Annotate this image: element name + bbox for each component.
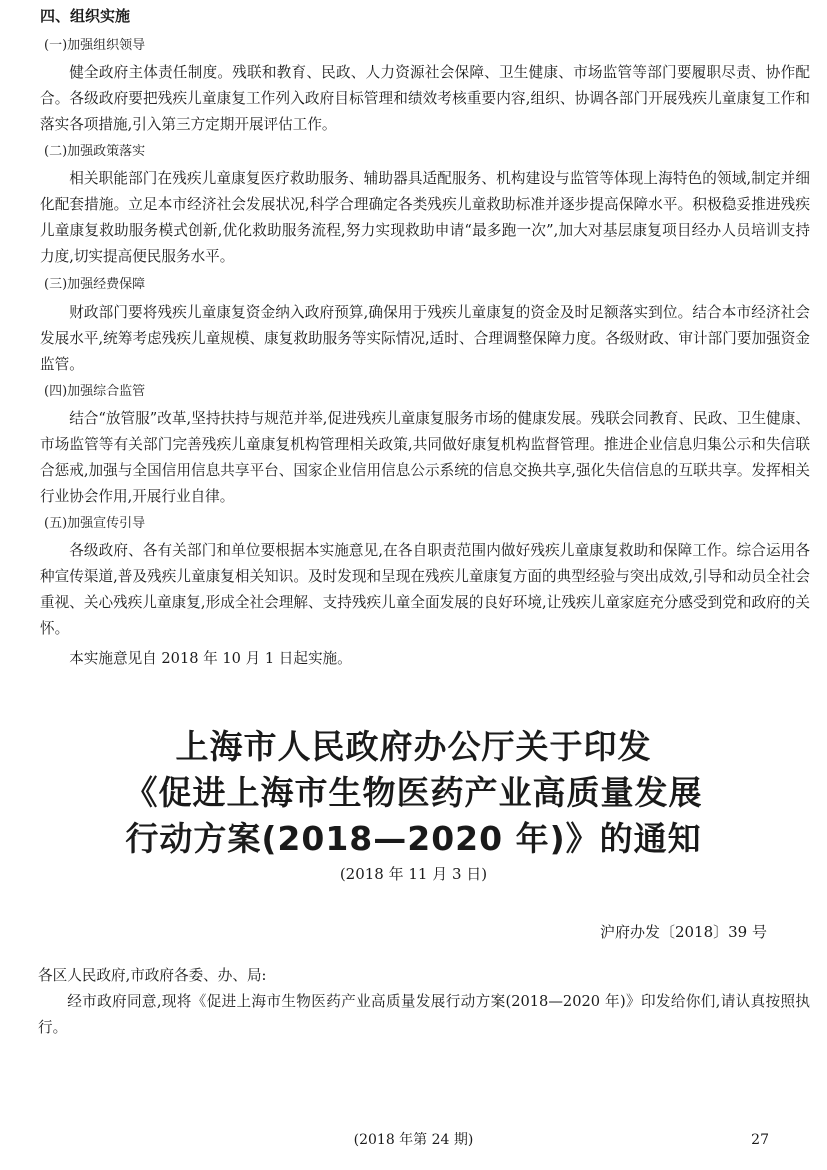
notice-title-line-1: 上海市人民政府办公厅关于印发 xyxy=(175,727,652,766)
subsection-3-text: 财政部门要将残疾儿童康复资金纳入政府预算,确保用于残疾儿童康复的资金及时足额落实到位。结合本市经济社会发展水平,统筹考虑残疾儿童规模、康复救助服务等实际情况,适时、合理调整保障力度。各级财政、审计部门要加强资金监管。 xyxy=(40,304,810,373)
subsection-4-title: (四)加强综合监管 xyxy=(44,384,146,399)
page-number: 27 xyxy=(751,1132,769,1148)
section-heading: 四、组织实施 xyxy=(40,7,131,25)
subsection-4-text: 结合“放管服”改革,坚持扶持与规范并举,促进残疾儿童康复服务市场的健康发展。残联会同教育、民政、卫生健康、市场监管等有关部门完善残疾儿童康复机构管理相关政策,共同做好康复机构监督管理。推进企业信息归集公示和失信联合惩戒,加强与全国信用信息共享平台、国家企业信用信息公示系统的信息交换共享,强化失信信息的互联共享。发挥相关行业协会作用,开展行业自律。 xyxy=(40,410,810,505)
subsection-1-text: 健全政府主体责任制度。残联和教育、民政、人力资源社会保障、卫生健康、市场监管等部门要履职尽责、协作配合。各级政府要把残疾儿童康复工作列入政府目标管理和绩效考核重要内容,组织、协调各部门开展残疾儿童康复工作和落实各项措施,引入第三方定期开展评估工作。 xyxy=(40,64,810,133)
addressee: 各区人民政府,市政府各委、办、局: xyxy=(38,967,267,984)
effective-date-note: 本实施意见自 2018 年 10 月 1 日起实施。 xyxy=(69,650,352,667)
notice-body: 经市政府同意,现将《促进上海市生物医药产业高质量发展行动方案(2018—2020 年)》印发给你们,请认真按照执行。 xyxy=(38,993,810,1036)
document-number: 沪府办发〔2018〕39 号 xyxy=(599,923,767,941)
subsection-2-title: (二)加强政策落实 xyxy=(44,144,146,159)
subsection-5-text: 各级政府、各有关部门和单位要根据本实施意见,在各自职责范围内做好残疾儿童康复救助和保障工作。综合运用各种宣传渠道,普及残疾儿童康复相关知识。及时发现和呈现在残疾儿童康复方面的典型经验与突出成效,引导和动员全社会重视、关心残疾儿童康复,形成全社会理解、支持残疾儿童全面发展的良好环境,让残疾儿童家庭充分感受到党和政府的关怀。 xyxy=(40,542,810,637)
subsection-3-title: (三)加强经费保障 xyxy=(44,277,146,292)
notice-title-line-3: 行动方案(2018—2020 年)》的通知 xyxy=(125,819,702,858)
subsection-2-text: 相关职能部门在残疾儿童康复医疗救助服务、辅助器具适配服务、机构建设与监管等体现上海特色的领域,制定并细化配套措施。立足本市经济社会发展状况,科学合理确定各类残疾儿童救助标准并逐步提高保障水平。积极稳妥推进残疾儿童康复救助服务模式创新,优化救助服务流程,努力实现救助申请“最多跑一次”,加大对基层康复项目经办人员培训支持力度,切实提高便民服务水平。 xyxy=(40,170,810,265)
notice-title-line-2: 《促进上海市生物医药产业高质量发展 xyxy=(124,773,703,812)
footer-issue: (2018 年第 24 期) xyxy=(353,1132,474,1148)
subsection-1-title: (一)加强组织领导 xyxy=(44,38,146,53)
notice-date: (2018 年 11 月 3 日) xyxy=(339,865,488,883)
subsection-5-title: (五)加强宣传引导 xyxy=(44,516,146,531)
